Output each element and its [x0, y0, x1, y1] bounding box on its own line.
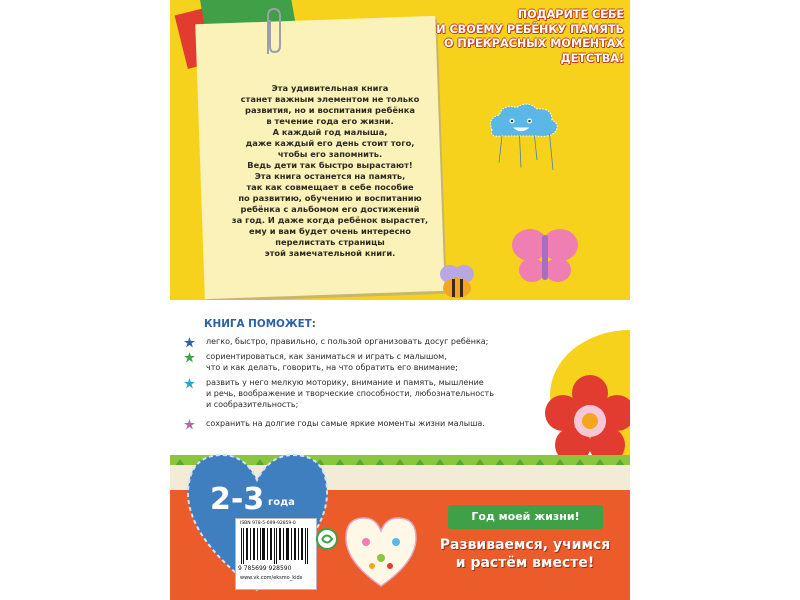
- help-item-line: что и как делать, говорить, на что обратить его внимание;: [206, 363, 458, 372]
- note-line: Эта книга останется на память,: [254, 171, 406, 181]
- title-line: И СВОЕМУ РЕБЁНКУ ПАМЯТЬ: [436, 22, 624, 36]
- star-bullet-icon: [184, 419, 195, 430]
- slogan-line: Развиваемся, учимся: [439, 537, 611, 553]
- cover-title: [384, 8, 624, 66]
- barcode-digits: 9 785699 928590: [238, 565, 292, 572]
- title-line: ДЕТСТВА!: [560, 51, 624, 65]
- paperclip-icon: [260, 6, 286, 58]
- age-number: 2-3: [210, 482, 265, 517]
- title-line: О ПРЕКРАСНЫХ МОМЕНТАХ: [444, 37, 624, 50]
- series-heart-logo-icon: [342, 514, 420, 590]
- age-label: года: [268, 497, 295, 508]
- slogan: [420, 536, 630, 572]
- star-bullet-icon: [184, 337, 195, 348]
- star-bullet-icon: [184, 378, 195, 389]
- note-line: перелистать страницы: [275, 237, 385, 247]
- note-line: даже каждый его день стоит того,: [245, 138, 415, 148]
- note-line: станет важным элементом не только: [240, 94, 420, 104]
- slogan-line: и растём вместе!: [455, 555, 595, 571]
- book-back-cover: [170, 0, 630, 600]
- note-line: А каждый год малыша,: [272, 127, 388, 137]
- note-line: ребёнка с альбомом его достижений: [240, 204, 420, 214]
- note-line: чтобы его запомнить.: [277, 149, 383, 159]
- note-line: развития, но и воспитания ребёнка: [245, 105, 415, 115]
- bee-icon: [432, 262, 482, 302]
- smiling-cloud-icon: [442, 100, 602, 170]
- help-item-line: и сообразительность;: [206, 400, 299, 409]
- help-title: КНИГА ПОМОЖЕТ:: [204, 318, 316, 330]
- barcode-icon: [240, 528, 310, 564]
- note-line: так как совмещает в себе пособие: [246, 182, 414, 192]
- help-item-line: сориентироваться, как заниматься и играть с малышом,: [206, 352, 447, 361]
- vk-link-text: www.vk.com/eksmo_kids: [240, 575, 303, 581]
- butterfly-icon: [510, 220, 580, 290]
- note-line: Эта удивительная книга: [271, 83, 389, 93]
- note-line: за год. И даже когда ребёнок вырастет,: [231, 215, 429, 225]
- star-bullet-icon: [184, 352, 195, 363]
- note-text: [210, 83, 450, 259]
- eksmo-logo-icon: [316, 528, 338, 550]
- help-item-line: и речь, воображение и творческие способности, любознательность: [206, 389, 494, 398]
- isbn-text: ISBN 978-5-699-92859-0: [240, 521, 296, 526]
- note-line: Ведь дети так быстро вырастают!: [247, 160, 413, 170]
- felt-flower-icon: [545, 375, 630, 465]
- title-line: ПОДАРИТЕ СЕБЕ: [517, 8, 624, 21]
- note-line: в течение года его жизни.: [266, 116, 394, 126]
- help-item-line: сохранить на долгие годы самые яркие моменты жизни малыша.: [206, 419, 485, 428]
- year-tag: Год моей жизни!: [448, 505, 603, 529]
- help-item-line: развить у него мелкую моторику, внимание и память, мышление: [206, 378, 484, 387]
- note-line: ему и вам будет очень интересно: [249, 226, 411, 236]
- note-line: этой замечательной книги.: [264, 248, 396, 258]
- note-line: по развитию, обучению и воспитанию: [238, 193, 422, 203]
- help-item-line: легко, быстро, правильно, с пользой организовать досуг ребёнка;: [206, 337, 489, 346]
